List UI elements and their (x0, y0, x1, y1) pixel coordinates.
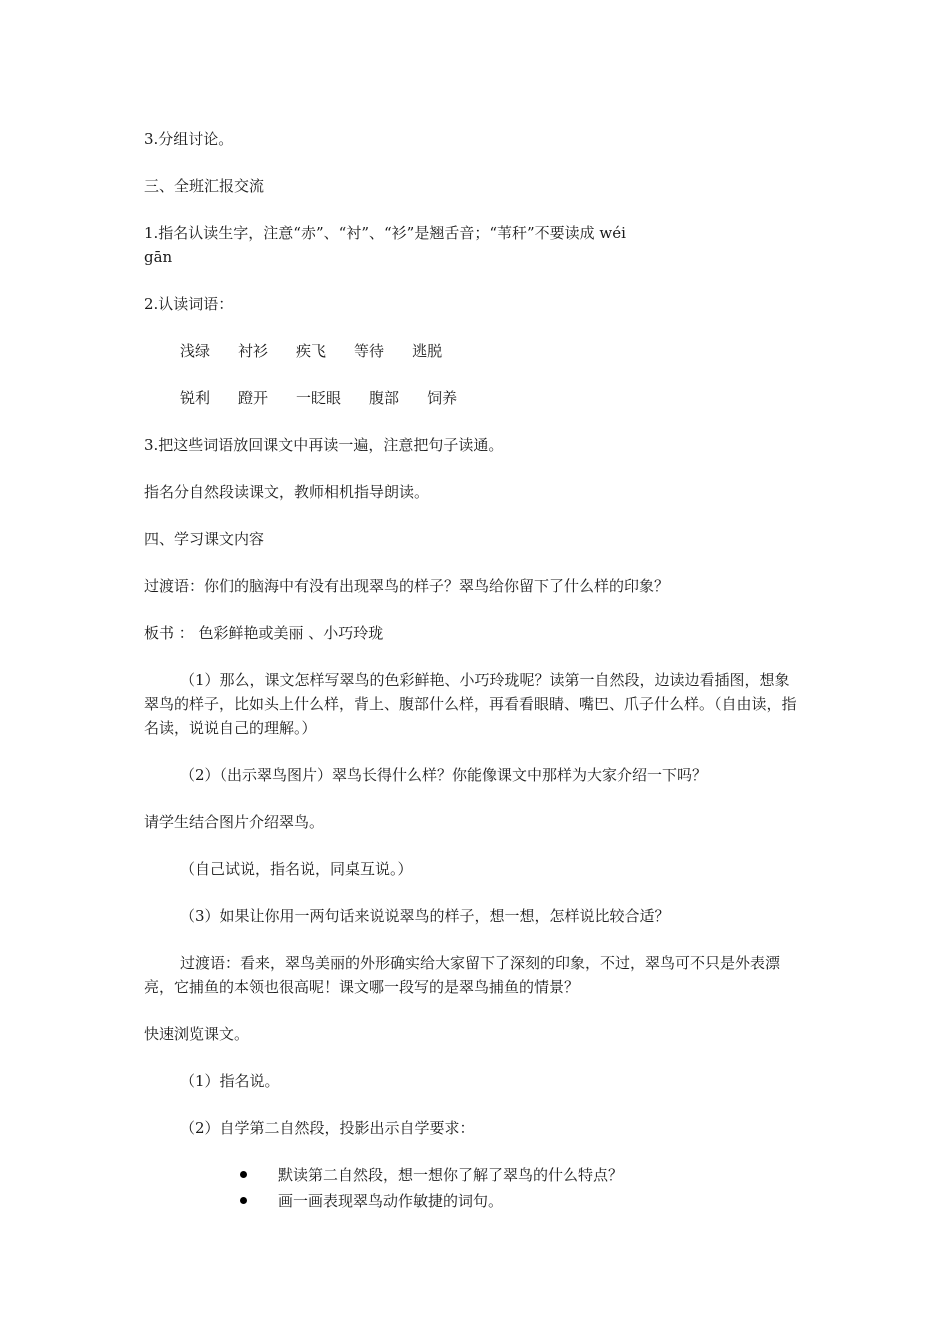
vocab-word: 逃脱 (412, 342, 443, 360)
vocab-word: 衬衫 (238, 342, 269, 360)
word-list-row-2 (180, 386, 485, 410)
requirement-list (240, 1162, 800, 1214)
paragraph: 1.指名认读生字，注意“赤”、“衬”、“衫”是翘舌音；“苇秆”不要读成 wéi (144, 224, 626, 242)
paragraph: （2）（出示翠鸟图片）翠鸟长得什么样？你能像课文中那样为大家介绍一下吗？ (180, 766, 708, 784)
bullet-icon (240, 1197, 247, 1204)
vocab-word: 浅绿 (180, 342, 211, 360)
list-item: 画一画表现翠鸟动作敏捷的词句。 (240, 1188, 800, 1214)
list-item: 默读第二自然段，想一想你了解了翠鸟的什么特点？ (240, 1162, 800, 1188)
paragraph: （3）如果让你用一两句话来说说翠鸟的样子，想一想，怎样说比较合适？ (180, 907, 670, 925)
paragraph: 过渡语：你们的脑海中有没有出现翠鸟的样子？翠鸟给你留下了什么样的印象？ (144, 577, 670, 595)
paragraph: （1）指名说。 (180, 1072, 280, 1090)
paragraph: 3.分组讨论。 (144, 130, 234, 148)
paragraph: 过渡语：看来，翠鸟美丽的外形确实给大家留下了深刻的印象，不过，翠鸟可不只是外表漂亮，它捕鱼的本领也很高呢！课文哪一段写的是翠鸟捕鱼的情景？ (144, 954, 781, 996)
word-list-row-1 (180, 339, 470, 363)
vocab-word: 一眨眼 (296, 389, 342, 407)
paragraph: 2.认读词语： (144, 295, 234, 313)
vocab-word: 疾飞 (296, 342, 327, 360)
paragraph: （1）那么，课文怎样写翠鸟的色彩鲜艳、小巧玲珑呢？读第一自然段，边读边看插图，想象翠鸟的样子，比如头上什么样，背上、腹部什么样，再看看眼睛、嘴巴、爪子什么样。（自由读，指名读，说说自己的理解。） (144, 671, 797, 737)
vocab-word: 蹬开 (238, 389, 269, 407)
paragraph: 3.把这些词语放回课文中再读一遍，注意把句子读通。 (144, 436, 504, 454)
vocab-word: 等待 (354, 342, 385, 360)
vocab-word: 锐利 (180, 389, 211, 407)
paragraph: 快速浏览课文。 (144, 1025, 250, 1043)
paragraph: 请学生结合图片介绍翠鸟。 (144, 813, 325, 831)
paragraph: （2）自学第二自然段，投影出示自学要求： (180, 1119, 475, 1137)
vocab-word: 腹部 (369, 389, 400, 407)
section-heading: 四、学习课文内容 (144, 530, 265, 548)
section-heading: 三、全班汇报交流 (144, 177, 265, 195)
paragraph: 指名分自然段读课文，教师相机指导朗读。 (144, 483, 430, 501)
bullet-icon (240, 1171, 247, 1178)
blackboard-note: 板书 ： 色彩鲜艳或美丽 、小巧玲珑 (144, 624, 384, 642)
paragraph: （自己试说，指名说，同桌互说。） (180, 860, 413, 878)
paragraph-continuation: gān (144, 248, 173, 266)
vocab-word: 饲养 (427, 389, 458, 407)
